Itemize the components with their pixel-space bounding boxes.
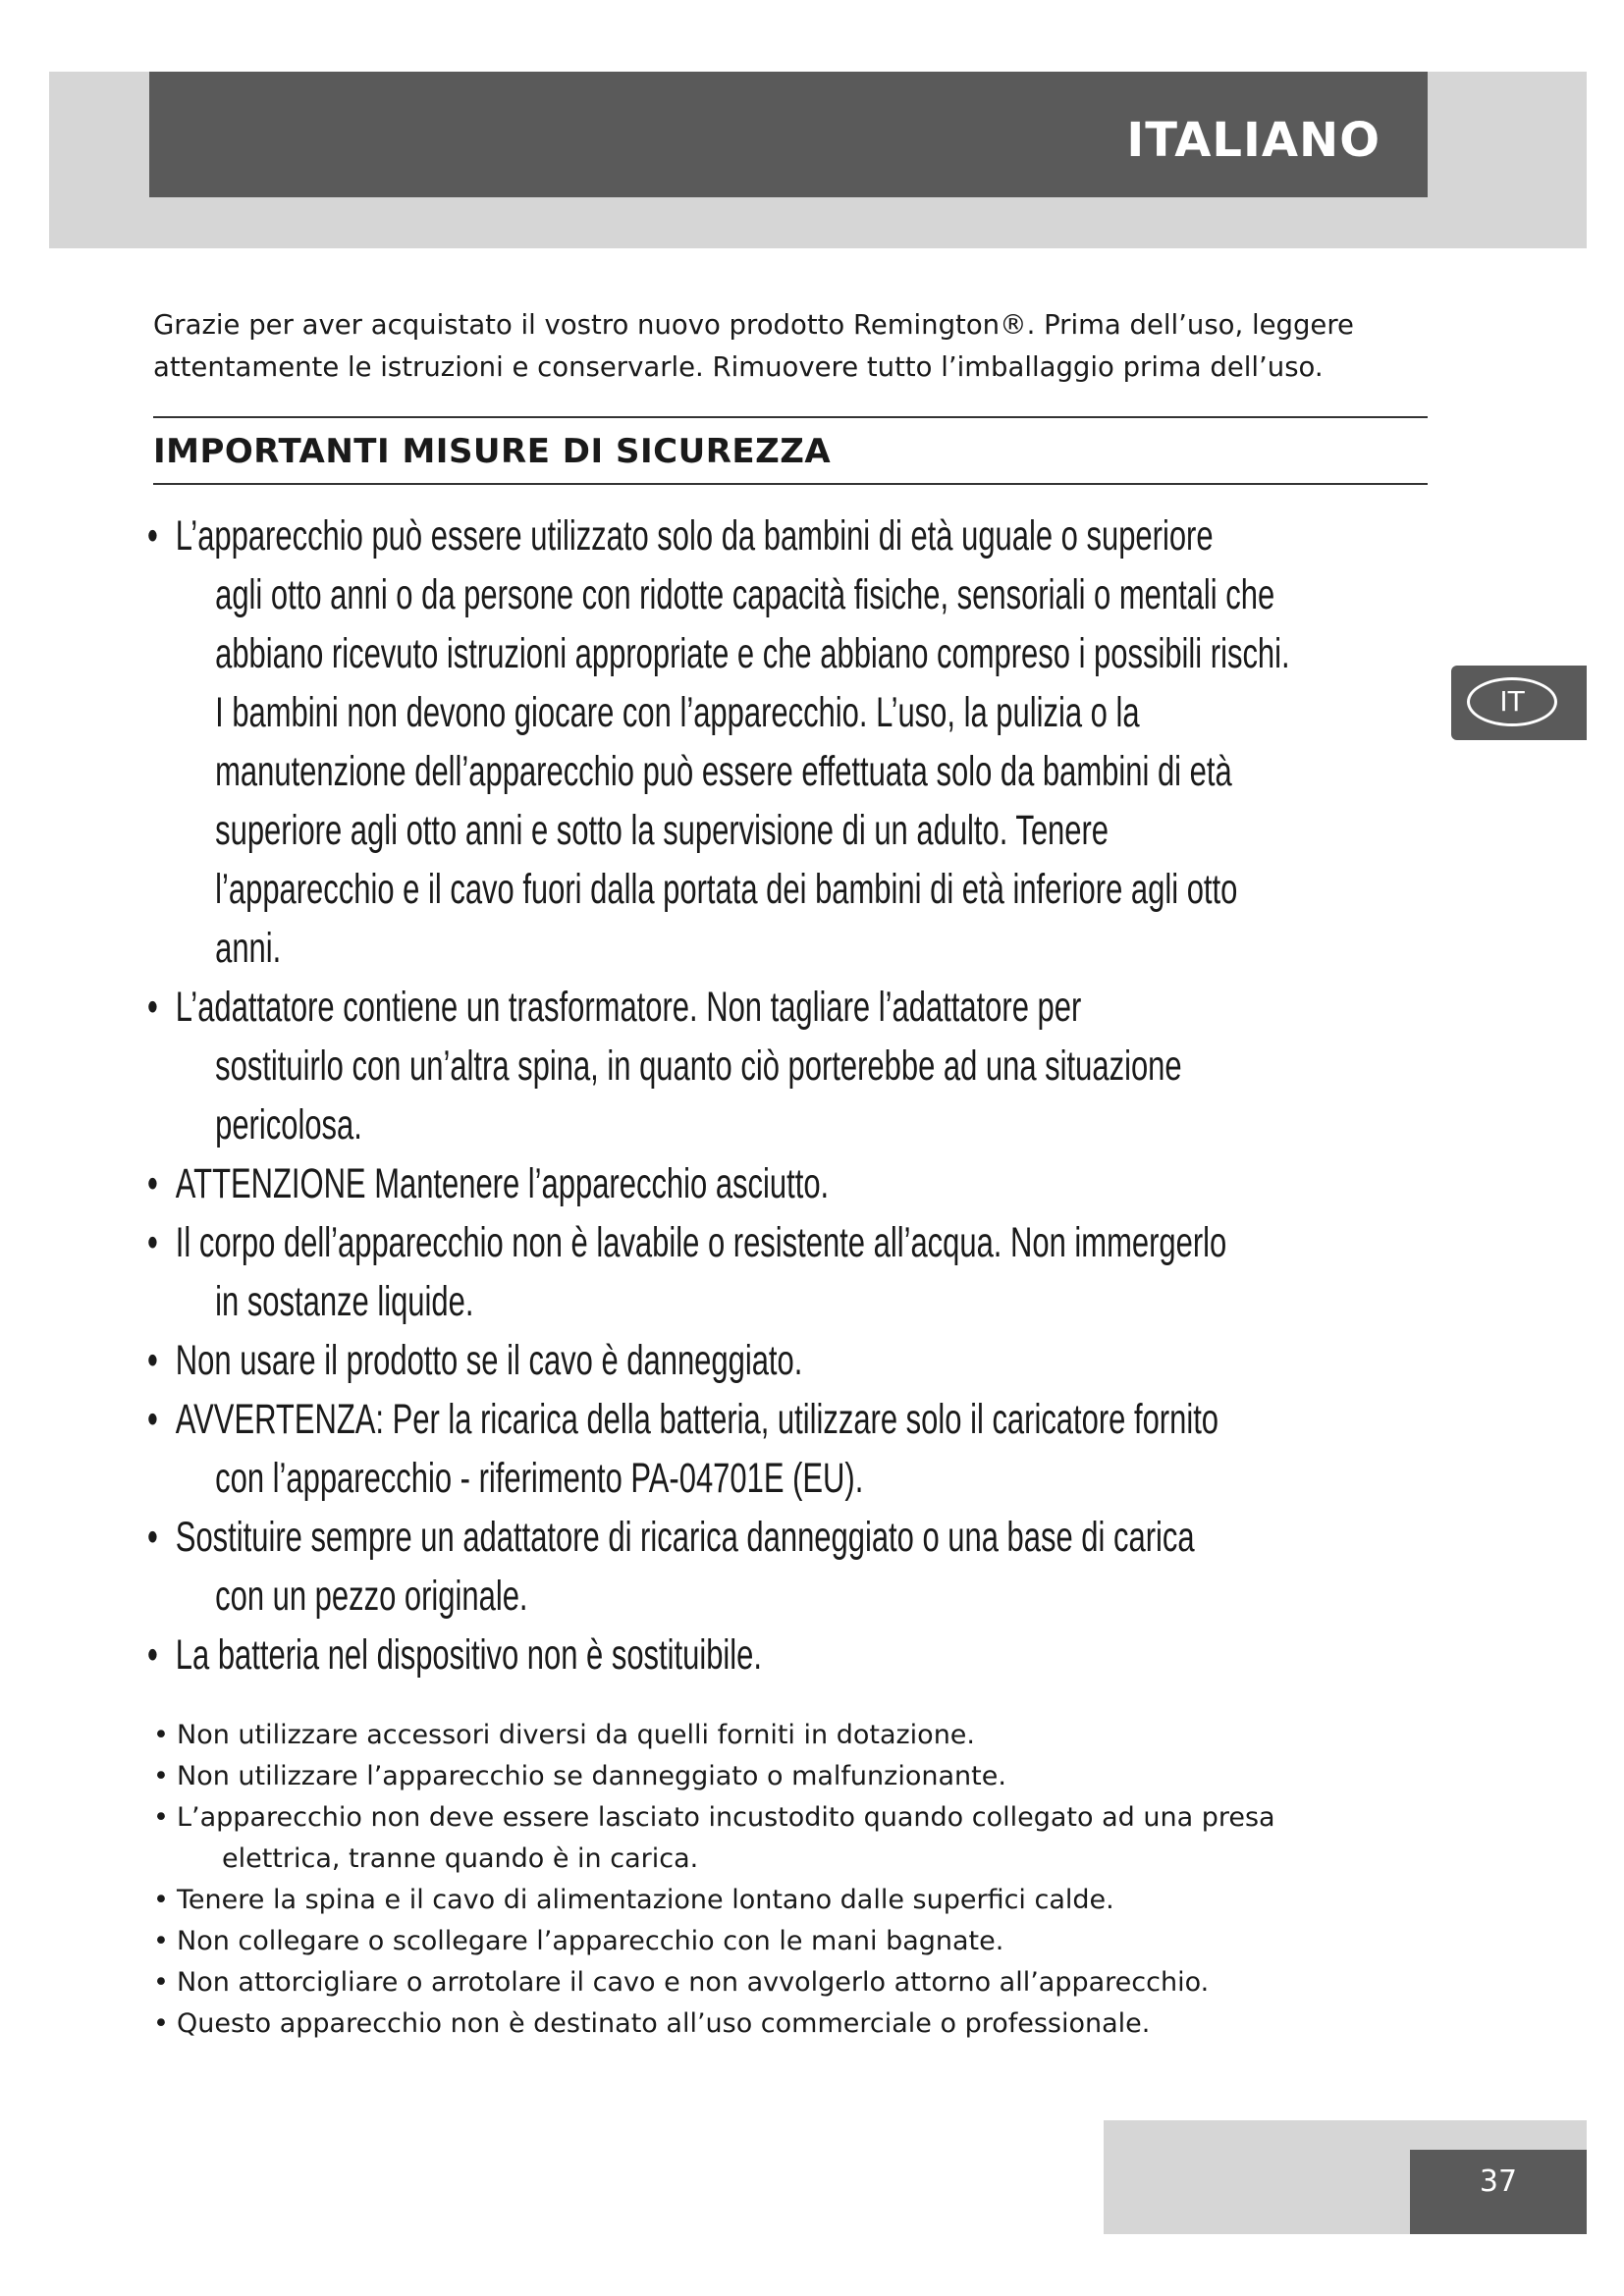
top-divider [153,416,1428,418]
list-item-continuation: pericolosa. [215,1101,362,1148]
bullet-icon: • [153,2008,169,2039]
safety-item-small [153,1962,1430,2003]
list-item-text: Non collegare o scollegare l’apparecchio con le mani bagnate. [177,1926,1004,1956]
heading-divider [153,483,1428,485]
list-item-text: Tenere la spina e il cavo di alimentazione lontano dalle superfici calde. [177,1885,1114,1915]
list-item-text: ATTENZIONE Mantenere l’apparecchio asciutto. [175,1160,830,1207]
list-item-text: Questo apparecchio non è destinato all’uso commerciale o professionale. [177,2008,1151,2039]
bullet-icon: • [147,984,158,1031]
bullet-icon: • [147,1514,158,1561]
language-tab-label: IT [1467,677,1557,726]
language-tab [1451,666,1587,740]
safety-item [147,978,1427,1154]
list-item-text: L’adattatore contiene un trasformatore. Non tagliare l’adattatore per [175,984,1082,1031]
safety-list-large [147,507,1453,1684]
safety-item [147,1154,1427,1213]
intro-text: Grazie per aver acquistato il vostro nuovo prodotto Remington®. Prima dell’uso, leggere attentamente le istruzioni e conservarle. Rimuovere tutto l’imballaggio prima dell’uso. [153,309,1354,383]
bullet-icon: • [153,1967,169,1998]
list-item-continuation: con un pezzo originale. [215,1573,528,1620]
list-item-continuation: elettrica, tranne quando è in carica. [222,1843,699,1874]
safety-item-small [153,1756,1430,1797]
safety-item [147,1508,1427,1626]
bullet-icon: • [153,1926,169,1956]
safety-item [147,1390,1427,1508]
footer-box [1410,2150,1587,2234]
list-item-text: L’apparecchio può essere utilizzato solo da bambini di età uguale o superiore [175,512,1214,560]
bullet-icon: • [153,1720,169,1750]
list-item-text: Non attorcigliare o arrotolare il cavo e non avvolgerlo attorno all’apparecchio. [177,1967,1210,1998]
bullet-icon: • [147,1219,158,1266]
list-item-text: La batteria nel dispositivo non è sostituibile. [175,1631,763,1679]
list-item-text: Non utilizzare accessori diversi da quelli forniti in dotazione. [177,1720,976,1750]
list-item-continuation: sostituirlo con un’altra spina, in quanto ciò porterebbe ad una situazione [215,1042,1182,1090]
list-item-text: Sostituire sempre un adattatore di ricarica danneggiato o una base di carica [175,1514,1195,1561]
bullet-icon: • [153,1802,169,1833]
list-item-text: AVVERTENZA: Per la ricarica della batteria, utilizzare solo il caricatore fornito [175,1396,1219,1443]
list-item-text: Il corpo dell’apparecchio non è lavabile o resistente all’acqua. Non immergerlo [175,1219,1227,1266]
safety-item [147,1213,1427,1331]
list-item-text: L’apparecchio non deve essere lasciato incustodito quando collegato ad una presa [177,1802,1275,1833]
header-bar [149,72,1428,197]
safety-item [147,1331,1427,1390]
language-title: ITALIANO [1126,113,1380,168]
list-item-text: Non utilizzare l’apparecchio se danneggiato o malfunzionante. [177,1761,1006,1791]
list-item-continuation: con l’apparecchio - riferimento PA-04701E (EU). [215,1455,864,1502]
safety-item [147,1626,1427,1684]
safety-item-small [153,2003,1430,2045]
page-number: 37 [1479,2164,1518,2199]
list-item-continuation: manutenzione dell’apparecchio può essere effettuata solo da bambini di età [215,748,1232,795]
list-item-continuation: I bambini non devono giocare con l’apparecchio. L’uso, la pulizia o la [215,689,1140,736]
list-item-continuation: l’apparecchio e il cavo fuori dalla portata dei bambini di età inferiore agli otto [215,866,1238,913]
list-item-continuation: superiore agli otto anni e sotto la supervisione di un adulto. Tenere [215,807,1110,854]
safety-item-small [153,1715,1430,1756]
list-item-continuation: anni. [215,925,282,972]
safety-item [147,507,1427,978]
safety-item-small [153,1880,1430,1921]
bullet-icon: • [153,1885,169,1915]
list-item-continuation: abbiano ricevuto istruzioni appropriate e che abbiano compreso i possibili rischi. [215,630,1290,677]
safety-item-small [153,1921,1430,1962]
list-item-continuation: agli otto anni o da persone con ridotte capacità fisiche, sensoriali o mentali che [215,571,1275,618]
bullet-icon: • [147,1396,158,1443]
bullet-icon: • [147,512,158,560]
bullet-icon: • [147,1160,158,1207]
bullet-icon: • [147,1631,158,1679]
section-heading: IMPORTANTI MISURE DI SICUREZZA [153,432,832,471]
list-item-continuation: in sostanze liquide. [215,1278,474,1325]
safety-list-small [153,1715,1430,2045]
list-item-text: Non usare il prodotto se il cavo è danneggiato. [175,1337,803,1384]
safety-item-small [153,1797,1430,1880]
bullet-icon: • [153,1761,169,1791]
bullet-icon: • [147,1337,158,1384]
